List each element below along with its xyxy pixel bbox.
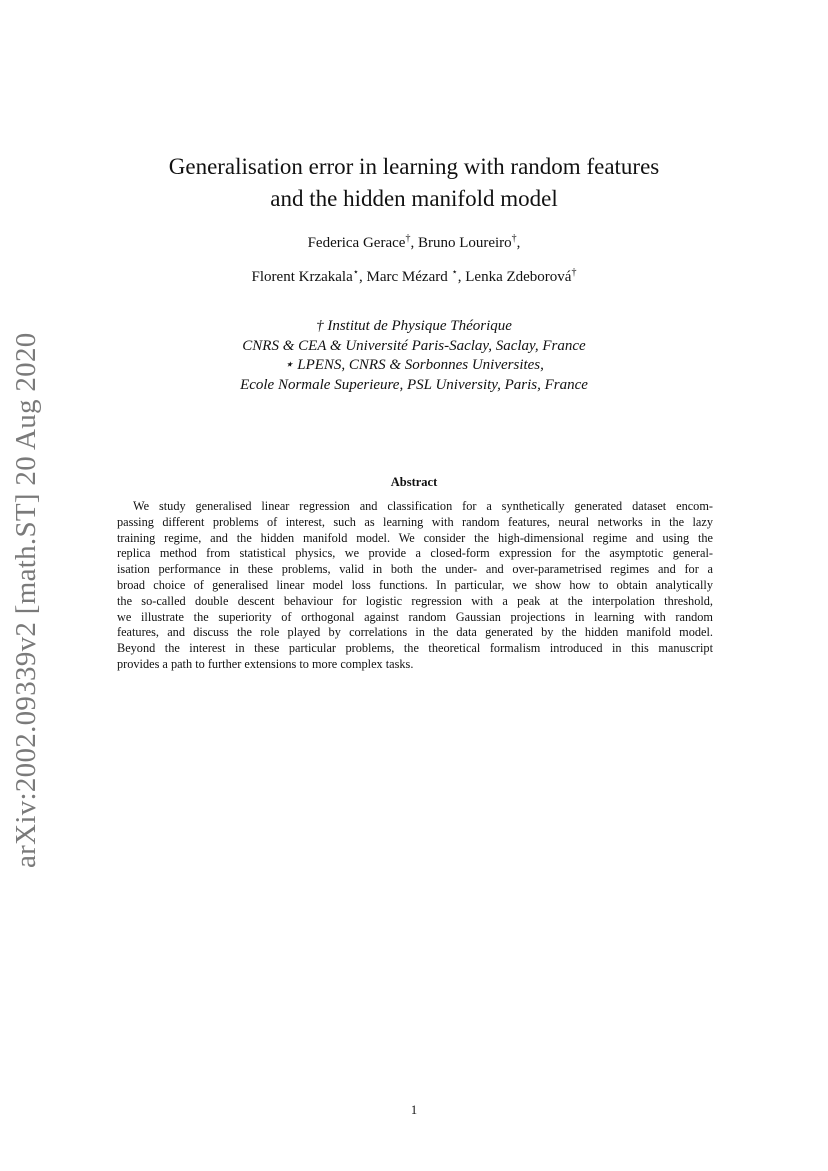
arxiv-identifier-stamp: arXiv:2002.09339v2 [math.ST] 20 Aug 2020	[10, 332, 42, 868]
abstract-line: provides a path to further extensions to more complex tasks.	[117, 656, 414, 671]
abstract-line: passing different problems of interest, such as learning with random features, neural networks in the lazy	[117, 514, 713, 529]
affiliation-line: ⋆ LPENS, CNRS & Sorbonnes Universites,	[284, 357, 544, 373]
paper-title	[0, 151, 828, 215]
abstract-heading: Abstract	[390, 475, 438, 489]
author-name: Bruno Loureiro	[417, 235, 512, 251]
abstract-line: the so-called double descent behaviour for logistic regression with a peak at the interpolation threshold,	[117, 593, 713, 608]
author-name: Lenka Zdeborová	[465, 269, 572, 285]
author-list-line-2	[0, 267, 828, 287]
abstract-body	[117, 499, 713, 673]
abstract-line: replica method from statistical physics, we provide a closed-form expression for the asymptotic general-	[117, 546, 713, 561]
affiliation-line: Ecole Normale Superieure, PSL University, Paris, France	[240, 376, 588, 393]
abstract-line: features, and discuss the role played by correlations in the data generated by the hidden manifold model.	[117, 625, 713, 640]
affiliation-mark: †	[571, 267, 577, 278]
affiliation-mark: †	[405, 233, 411, 244]
author-name: Federica Gerace	[307, 235, 406, 251]
abstract-line: we illustrate the superiority of orthogonal against random Gaussian projections in learning with random	[117, 609, 713, 624]
author-name: Florent Krzakala	[251, 269, 353, 285]
author-separator: ,	[457, 269, 466, 285]
abstract-line: We study generalised linear regression and classification for a synthetically generated dataset encom-	[133, 499, 713, 513]
abstract-line: Beyond the interest in these particular problems, the theoretical formalism introduced in this manuscript	[117, 641, 713, 656]
abstract-line: isation performance in these problems, valid in both the under- and over-parametrised regimes and for a	[117, 562, 713, 577]
affiliation-mark: ⋆	[352, 267, 360, 278]
affiliations-block	[0, 317, 828, 395]
author-list-line-1	[0, 233, 828, 253]
affiliation-line: CNRS & CEA & Université Paris-Saclay, Saclay, France	[242, 337, 586, 354]
page-number: 1	[410, 1103, 418, 1117]
abstract-line: broad choice of generalised linear model loss functions. In particular, we show how to obtain analytically	[117, 577, 713, 592]
affiliation-line: † Institut de Physique Théorique	[316, 318, 512, 334]
affiliation-mark: ⋆	[451, 267, 458, 278]
author-name: Marc Mézard	[366, 269, 452, 285]
author-separator: ,	[359, 269, 367, 285]
abstract-line: training regime, and the hidden manifold model. We consider the high-dimensional regime and using the	[117, 530, 713, 545]
title-line-2: and the hidden manifold model	[270, 186, 558, 211]
author-separator: ,	[516, 235, 521, 251]
title-line-1: Generalisation error in learning with random features	[168, 154, 660, 179]
affiliation-mark: †	[511, 233, 517, 244]
author-separator: ,	[410, 235, 418, 251]
